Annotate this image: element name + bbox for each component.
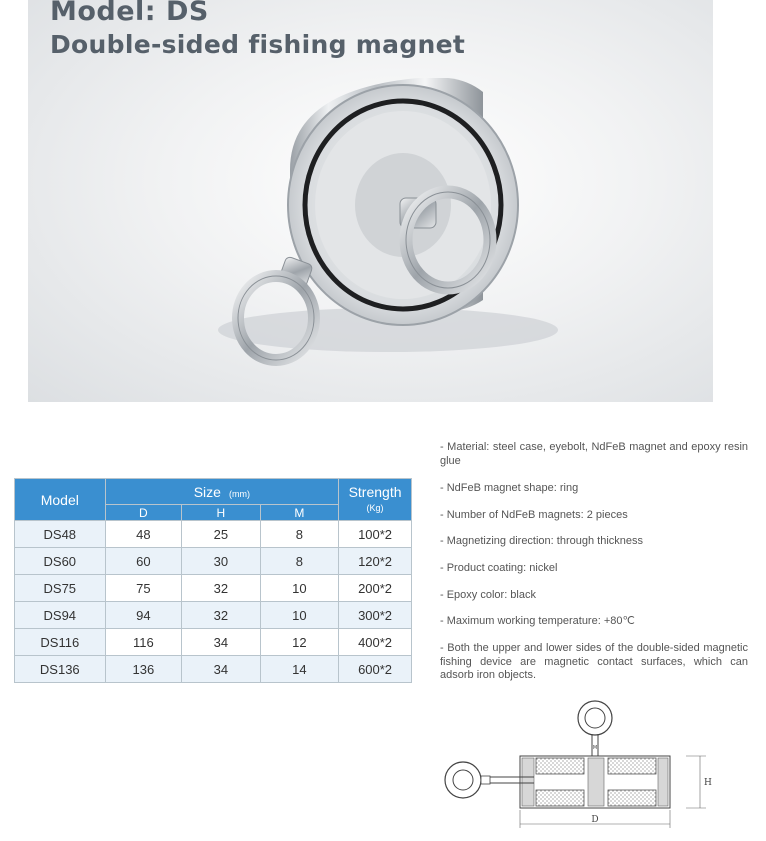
header-size-unit: (mm) xyxy=(228,488,250,499)
cell-model: DS136 xyxy=(15,656,106,683)
cell-strength: 200*2 xyxy=(339,575,412,602)
cell-d: 94 xyxy=(105,602,182,629)
diagram-label-m: M xyxy=(592,745,598,751)
cell-d: 136 xyxy=(105,656,182,683)
cell-model: DS94 xyxy=(15,602,106,629)
header-d: D xyxy=(105,505,182,521)
header-size xyxy=(105,479,339,505)
table-row xyxy=(15,575,412,602)
cell-h: 30 xyxy=(182,548,260,575)
header-h: H xyxy=(182,505,260,521)
spec-magnetizing: - Magnetizing direction: through thickness xyxy=(440,535,643,547)
cell-h: 32 xyxy=(182,575,260,602)
cell-h: 25 xyxy=(182,521,260,548)
header-model: Model xyxy=(15,479,106,521)
header-m: M xyxy=(260,505,338,521)
product-photo xyxy=(28,0,713,402)
cell-h: 32 xyxy=(182,602,260,629)
diagram-label-h: H xyxy=(704,778,712,788)
spec-shape: - NdFeB magnet shape: ring xyxy=(440,482,579,494)
cell-strength: 120*2 xyxy=(339,548,412,575)
cell-d: 48 xyxy=(105,521,182,548)
cell-m: 8 xyxy=(260,521,338,548)
cell-model: DS116 xyxy=(15,629,106,656)
cell-m: 8 xyxy=(260,548,338,575)
spec-table xyxy=(14,478,412,683)
cell-m: 12 xyxy=(260,629,338,656)
cross-section-diagram xyxy=(438,696,728,831)
cell-m: 10 xyxy=(260,575,338,602)
magnet-illustration xyxy=(28,0,713,402)
header-strength xyxy=(339,479,412,521)
table-row xyxy=(15,548,412,575)
cell-h: 34 xyxy=(182,629,260,656)
spec-count: - Number of NdFeB magnets: 2 pieces xyxy=(440,509,628,521)
cell-model: DS75 xyxy=(15,575,106,602)
cell-h: 34 xyxy=(182,656,260,683)
cell-d: 75 xyxy=(105,575,182,602)
spec-temperature: - Maximum working temperature: +80℃ xyxy=(440,615,635,627)
table-row xyxy=(15,656,412,683)
cell-strength: 300*2 xyxy=(339,602,412,629)
cell-m: 10 xyxy=(260,602,338,629)
cell-m: 14 xyxy=(260,656,338,683)
diagram-label-d: D xyxy=(591,815,599,825)
cell-strength: 400*2 xyxy=(339,629,412,656)
product-subtitle: Double-sided fishing magnet xyxy=(50,30,466,59)
table-row xyxy=(15,629,412,656)
header-strength-label: Strength xyxy=(348,483,402,500)
cell-strength: 100*2 xyxy=(339,521,412,548)
spec-surfaces: - Both the upper and lower sides of the double-sided magnetic fishing device are magnetic contact surfaces, which can adsorb iron objects. xyxy=(440,642,748,681)
cell-strength: 600*2 xyxy=(339,656,412,683)
header-size-label: Size xyxy=(193,483,221,500)
cell-model: DS48 xyxy=(15,521,106,548)
spec-material: - Material: steel case, eyebolt, NdFeB magnet and epoxy resin glue xyxy=(440,441,748,467)
model-title: Model: DS xyxy=(50,0,209,27)
table-row xyxy=(15,521,412,548)
header-strength-unit: (Kg) xyxy=(366,502,384,513)
spec-epoxy: - Epoxy color: black xyxy=(440,589,536,601)
cell-model: DS60 xyxy=(15,548,106,575)
table-row xyxy=(15,602,412,629)
cell-d: 60 xyxy=(105,548,182,575)
spec-coating: - Product coating: nickel xyxy=(440,562,558,574)
cell-d: 116 xyxy=(105,629,182,656)
